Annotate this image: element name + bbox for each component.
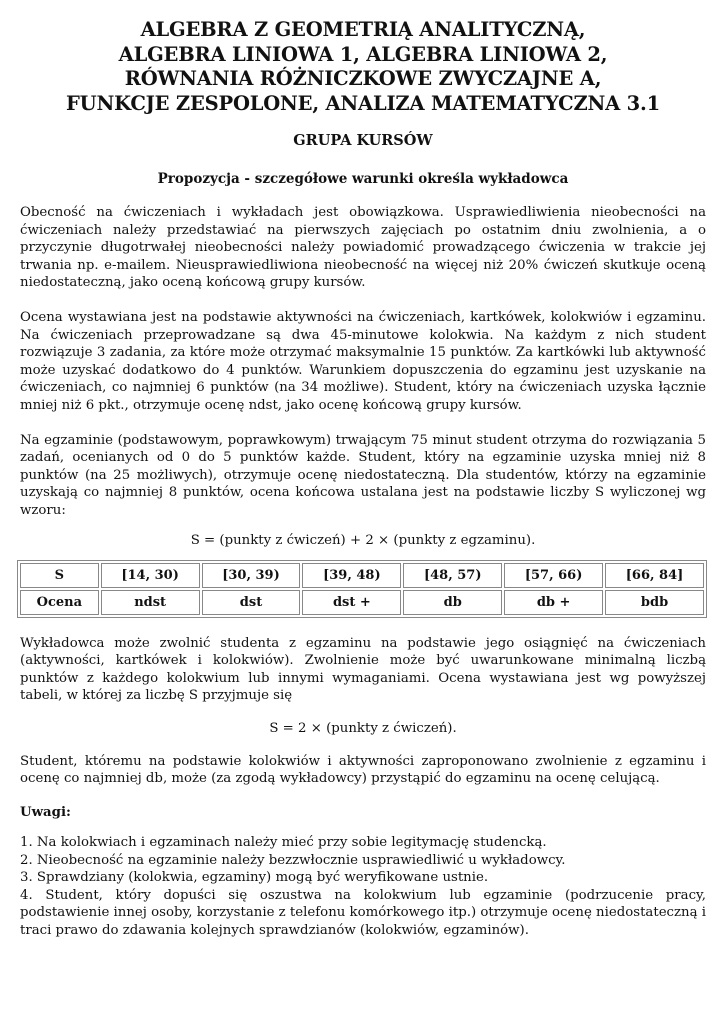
document-title [20,18,706,116]
formula-exemption: S = 2 × (punkty z ćwiczeń). [269,720,457,736]
table-cell: Ocena [20,590,99,615]
grade-table-header-row [20,563,704,588]
paragraph-grading: Ocena wystawiana jest na podstawie aktywności na ćwiczeniach, kartkówek, kolokwiów i egzaminu. Na ćwiczeniach przeprowadzane są dwa 45-minutowe kolokwia. Na każdym z nich student rozwiązuje 3 zadania, za które może otrzymać maksymalnie 15 punktów. Za kartkówki lub aktywność może uzyskać dodatkowo do 4 punktów. Warunkiem dopuszczenia do egzaminu jest uzyskanie na ćwiczeniach, co najmniej 6 punktów (na 34 możliwe). Student, który na ćwiczeniach uzyska łącznie mniej niż 6 pkt., otrzymuje ocenę ndst, jako ocenę końcową grupy kursów. [20,309,706,413]
notes-list [20,834,706,940]
grade-table-grade-row [20,590,704,615]
table-cell: [66, 84] [605,563,704,588]
title-line: ALGEBRA LINIOWA 1, ALGEBRA LINIOWA 2, [118,42,608,66]
title-line: ALGEBRA Z GEOMETRIĄ ANALITYCZNĄ, [140,18,586,41]
paragraph-attendance: Obecność na ćwiczeniach i wykładach jest obowiązkowa. Usprawiedliwienia nieobecności na ćwiczeniach należy przedstawiać na pierwszych zajęciach po ostatnim dniu zwolnienia, a o przyczynie długotrwałej nieobecności należy powiadomić prowadzącego ćwiczenia w trakcie jej trwania np. e-mailem. Nieusprawiedliwiona nieobecność na więcej niż 20% ćwiczeń skutkuje oceną niedostateczną, jako oceną końcową grupy kursów. [20,205,706,291]
title-line: FUNKCJE ZESPOLONE, ANALIZA MATEMATYCZNA 3.1 [66,91,660,115]
table-cell: dst [202,590,301,615]
list-item: 2. Nieobecność na egzaminie należy bezzwłocznie usprawiedliwić u wykładowcy. [20,852,566,868]
notes-heading: Uwagi: [20,805,71,821]
group-label: GRUPA KURSÓW [293,132,433,149]
table-cell: [48, 57) [403,563,502,588]
table-cell: [39, 48) [302,563,401,588]
table-cell: db + [504,590,603,615]
table-cell: ndst [101,590,200,615]
list-item: 3. Sprawdziany (kolokwia, egzaminy) mogą być weryfikowane ustnie. [20,870,489,886]
list-item: 4. Student, który dopuści się oszustwa na kolokwium lub egzaminie (podrzucenie pracy, podstawienie innej osoby, korzystanie z telefonu komórkowego itp.) otrzymuje ocenę niedostateczną i traci prawo do zdawania kolejnych sprawdzianów (kolokwiów, egzaminów). [20,887,706,939]
document-page [20,18,706,940]
table-cell: bdb [605,590,704,615]
table-cell: [14, 30) [101,563,200,588]
subtitle: Propozycja - szczegółowe warunki określa wykładowca [157,171,569,187]
grade-table [17,560,707,618]
paragraph-exam: Na egzaminie (podstawowym, poprawkowym) trwającym 75 minut student otrzyma do rozwiązania 5 zadań, ocenianych od 0 do 5 punktów każde. Student, który na egzaminie uzyska mniej niż 8 punktów (na 25 możliwych), otrzymuje ocenę niedostateczną. Dla studentów, którzy na egzaminie uzyskają co najmniej 8 punktów, ocena końcowa ustalana jest na podstawie liczby S wyliczonej wg wzoru: [20,432,706,518]
paragraph-exemption: Wykładowca może zwolnić studenta z egzaminu na podstawie jego osiągnięć na ćwiczeniach (aktywności, kartkówek i kolokwiów). Zwolnienie może być uwarunkowane minimalną liczbą punktów z każdego kolokwium lub innymi wymaganiami. Ocena wystawiana jest wg powyższej tabeli, w której za liczbę S przyjmuje się [20,635,706,704]
formula-exam: S = (punkty z ćwiczeń) + 2 × (punkty z egzaminu). [190,532,536,548]
table-cell: db [403,590,502,615]
table-cell: dst + [302,590,401,615]
table-cell: [30, 39) [202,563,301,588]
title-line: RÓWNANIA RÓŻNICZKOWE ZWYCZAJNE A, [124,67,602,90]
table-cell: S [20,563,99,588]
list-item: 1. Na kolokwiach i egzaminach należy mieć przy sobie legitymację studencką. [20,835,547,851]
paragraph-celujaca: Student, któremu na podstawie kolokwiów i aktywności zaproponowano zwolnienie z egzaminu i ocenę co najmniej db, może (za zgodą wykładowcy) przystąpić do egzaminu na ocenę celującą. [20,753,706,787]
table-cell: [57, 66) [504,563,603,588]
